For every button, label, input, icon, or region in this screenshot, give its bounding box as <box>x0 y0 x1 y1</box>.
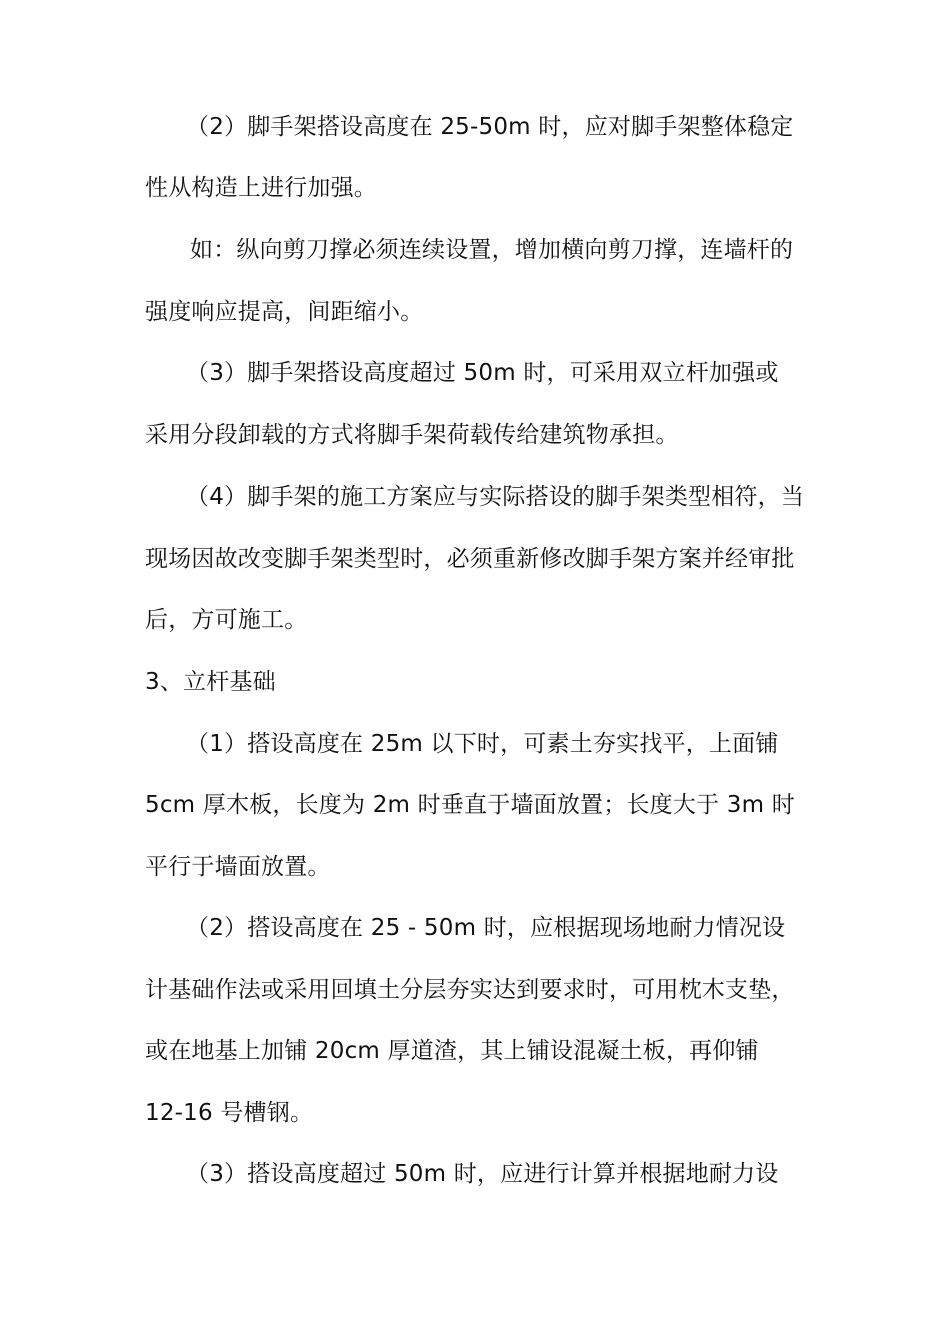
example-line-2: 强度响应提高，间距缩小。 <box>145 299 424 325</box>
paragraph-2-line-1: （2）脚手架搭设高度在 25-50m 时，应对脚手架整体稳定 <box>186 114 794 140</box>
foundation-2-line-4: 12-16 号槽钢。 <box>145 1100 314 1126</box>
foundation-3-line-1: （3）搭设高度超过 50m 时，应进行计算并根据地耐力设 <box>186 1161 779 1187</box>
paragraph-3-line-2: 采用分段卸载的方式将脚手架荷载传给建筑物承担。 <box>145 422 679 448</box>
foundation-2-line-1: （2）搭设高度在 25 - 50m 时，应根据现场地耐力情况设 <box>186 915 786 941</box>
paragraph-3-line-1: （3）脚手架搭设高度超过 50m 时，可采用双立杆加强或 <box>186 360 779 386</box>
section-heading: 3、立杆基础 <box>145 669 276 695</box>
paragraph-4-line-1: （4）脚手架的施工方案应与实际搭设的脚手架类型相符，当 <box>186 484 805 510</box>
example-line-1: 如：纵向剪刀撑必须连续设置，增加横向剪刀撑，连墙杆的 <box>190 237 794 263</box>
foundation-1-line-3: 平行于墙面放置。 <box>145 854 331 880</box>
foundation-1-line-1: （1）搭设高度在 25m 以下时，可素土夯实找平，上面铺 <box>186 731 779 757</box>
foundation-1-line-2: 5cm 厚木板，长度为 2m 时垂直于墙面放置；长度大于 3m 时 <box>145 792 795 818</box>
foundation-2-line-2: 计基础作法或采用回填土分层夯实达到要求时，可用枕木支垫， <box>145 977 795 1003</box>
paragraph-4-line-2: 现场因故改变脚手架类型时，必须重新修改脚手架方案并经审批 <box>145 546 795 572</box>
foundation-2-line-3: 或在地基上加铺 20cm 厚道渣，其上铺设混凝土板，再仰铺 <box>145 1038 759 1064</box>
paragraph-4-line-3: 后，方可施工。 <box>145 607 308 633</box>
paragraph-2-line-2: 性从构造上进行加强。 <box>145 175 377 201</box>
